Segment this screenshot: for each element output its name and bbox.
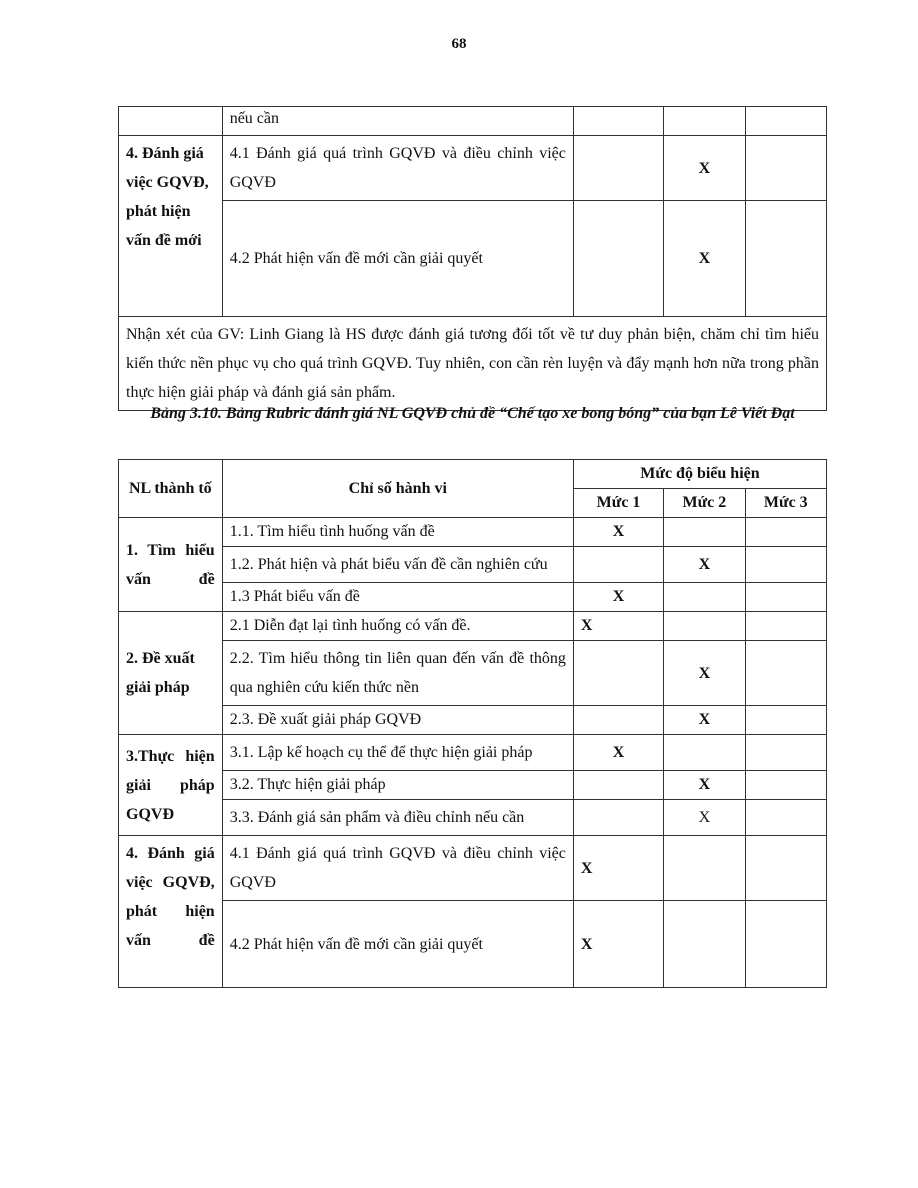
rubric-table	[118, 459, 827, 988]
table-row	[119, 612, 827, 641]
table-row	[119, 901, 827, 988]
level2-cell: X	[664, 800, 745, 836]
criterion-cell: 4. Đánh giá việc GQVĐ, phát hiện vấn đề	[119, 836, 223, 988]
level1-cell	[573, 107, 663, 136]
level1-cell	[573, 706, 663, 735]
header-row	[119, 460, 827, 489]
level2-cell: X	[664, 706, 745, 735]
level2-cell	[664, 107, 745, 136]
level2-cell: X	[664, 547, 745, 583]
page-number: 68	[451, 36, 467, 52]
level3-cell	[745, 136, 826, 201]
level3-cell	[745, 518, 826, 547]
table-row	[119, 641, 827, 706]
level3-cell	[745, 612, 826, 641]
indicator-cell: 4.2 Phát hiện vấn đề mới cần giải quyết	[222, 201, 573, 317]
level2-cell	[664, 836, 745, 901]
indicator-cell: 4.2 Phát hiện vấn đề mới cần giải quyết	[222, 901, 573, 988]
level3-cell	[745, 641, 826, 706]
table-row	[119, 706, 827, 735]
level3-cell	[745, 201, 826, 317]
level3-cell	[745, 547, 826, 583]
table-row	[119, 771, 827, 800]
criterion-cell: 3.Thực hiện giải pháp GQVĐ	[119, 735, 223, 836]
level1-cell: X	[573, 518, 663, 547]
level1-cell: X	[573, 583, 663, 612]
criterion-cell: 1. Tìm hiểu vấn đề	[119, 518, 223, 612]
indicator-cell: 1.3 Phát biểu vấn đề	[222, 583, 573, 612]
table-row	[119, 518, 827, 547]
table-caption: Bảng 3.10. Bảng Rubric đánh giá NL GQVĐ chủ đề “Chế tạo xe bong bóng” của bạn Lê Viết Đạt	[150, 405, 795, 422]
level3-cell	[745, 901, 826, 988]
indicator-cell: 4.1 Đánh giá quá trình GQVĐ và điều chỉnh việc GQVĐ	[222, 136, 573, 201]
teacher-comment: Nhận xét của GV: Linh Giang là HS được đánh giá tương đối tốt về tư duy phản biện, chăm chỉ tìm hiểu kiến thức nền phục vụ cho quá trình GQVĐ. Tuy nhiên, con cần rèn luyện và đẩy mạnh hơn nữa trong phần thực hiện giải pháp và đánh giá sản phẩm.	[119, 317, 827, 411]
level1-cell: X	[573, 612, 663, 641]
criterion-cell-empty	[119, 107, 223, 136]
indicator-cell: nếu cần	[222, 107, 573, 136]
level1-cell: X	[573, 836, 663, 901]
header-component: NL thành tố	[119, 460, 223, 518]
level3-cell	[745, 735, 826, 771]
table-row	[119, 136, 827, 201]
level2-cell	[664, 735, 745, 771]
level2-cell	[664, 901, 745, 988]
level2-cell: X	[664, 641, 745, 706]
indicator-cell: 3.3. Đánh giá sản phẩm và điều chỉnh nếu cần	[222, 800, 573, 836]
table-row	[119, 735, 827, 771]
indicator-cell: 2.3. Đề xuất giải pháp GQVĐ	[222, 706, 573, 735]
level2-cell: X	[664, 201, 745, 317]
indicator-cell: 1.2. Phát hiện và phát biểu vấn đề cần nghiên cứu	[222, 547, 573, 583]
level2-cell	[664, 583, 745, 612]
level1-cell	[573, 771, 663, 800]
level3-cell	[745, 706, 826, 735]
level1-cell	[573, 136, 663, 201]
table-row	[119, 547, 827, 583]
level1-cell: X	[573, 735, 663, 771]
level3-cell	[745, 583, 826, 612]
indicator-cell: 2.1 Diễn đạt lại tình huống có vấn đề.	[222, 612, 573, 641]
level1-cell: X	[573, 901, 663, 988]
level3-cell	[745, 836, 826, 901]
table-row	[119, 836, 827, 901]
table-row	[119, 107, 827, 136]
table-row	[119, 583, 827, 612]
indicator-cell: 3.2. Thực hiện giải pháp	[222, 771, 573, 800]
level3-cell	[745, 107, 826, 136]
level1-cell	[573, 201, 663, 317]
rubric-table-continued	[118, 106, 827, 411]
indicator-cell: 1.1. Tìm hiểu tình huống vấn đề	[222, 518, 573, 547]
indicator-cell: 3.1. Lập kế hoạch cụ thể để thực hiện giải pháp	[222, 735, 573, 771]
indicator-cell: 4.1 Đánh giá quá trình GQVĐ và điều chỉnh việc GQVĐ	[222, 836, 573, 901]
level1-cell	[573, 641, 663, 706]
header-level3: Mức 3	[745, 489, 826, 518]
level2-cell: X	[664, 136, 745, 201]
level2-cell: X	[664, 771, 745, 800]
criterion-cell: 2. Đề xuất giải pháp	[119, 612, 223, 735]
table-row	[119, 201, 827, 317]
header-level-group: Mức độ biểu hiện	[573, 460, 826, 489]
criterion-cell: 4. Đánh giá việc GQVĐ, phát hiện vấn đề mới	[119, 136, 223, 317]
header-indicator: Chỉ số hành vi	[222, 460, 573, 518]
table-row	[119, 800, 827, 836]
level2-cell	[664, 518, 745, 547]
level3-cell	[745, 800, 826, 836]
header-level2: Mức 2	[664, 489, 745, 518]
indicator-cell: 2.2. Tìm hiểu thông tin liên quan đến vấn đề thông qua nghiên cứu kiến thức nền	[222, 641, 573, 706]
level3-cell	[745, 771, 826, 800]
level2-cell	[664, 612, 745, 641]
header-level1: Mức 1	[573, 489, 663, 518]
level1-cell	[573, 800, 663, 836]
comment-row	[119, 317, 827, 411]
level1-cell	[573, 547, 663, 583]
